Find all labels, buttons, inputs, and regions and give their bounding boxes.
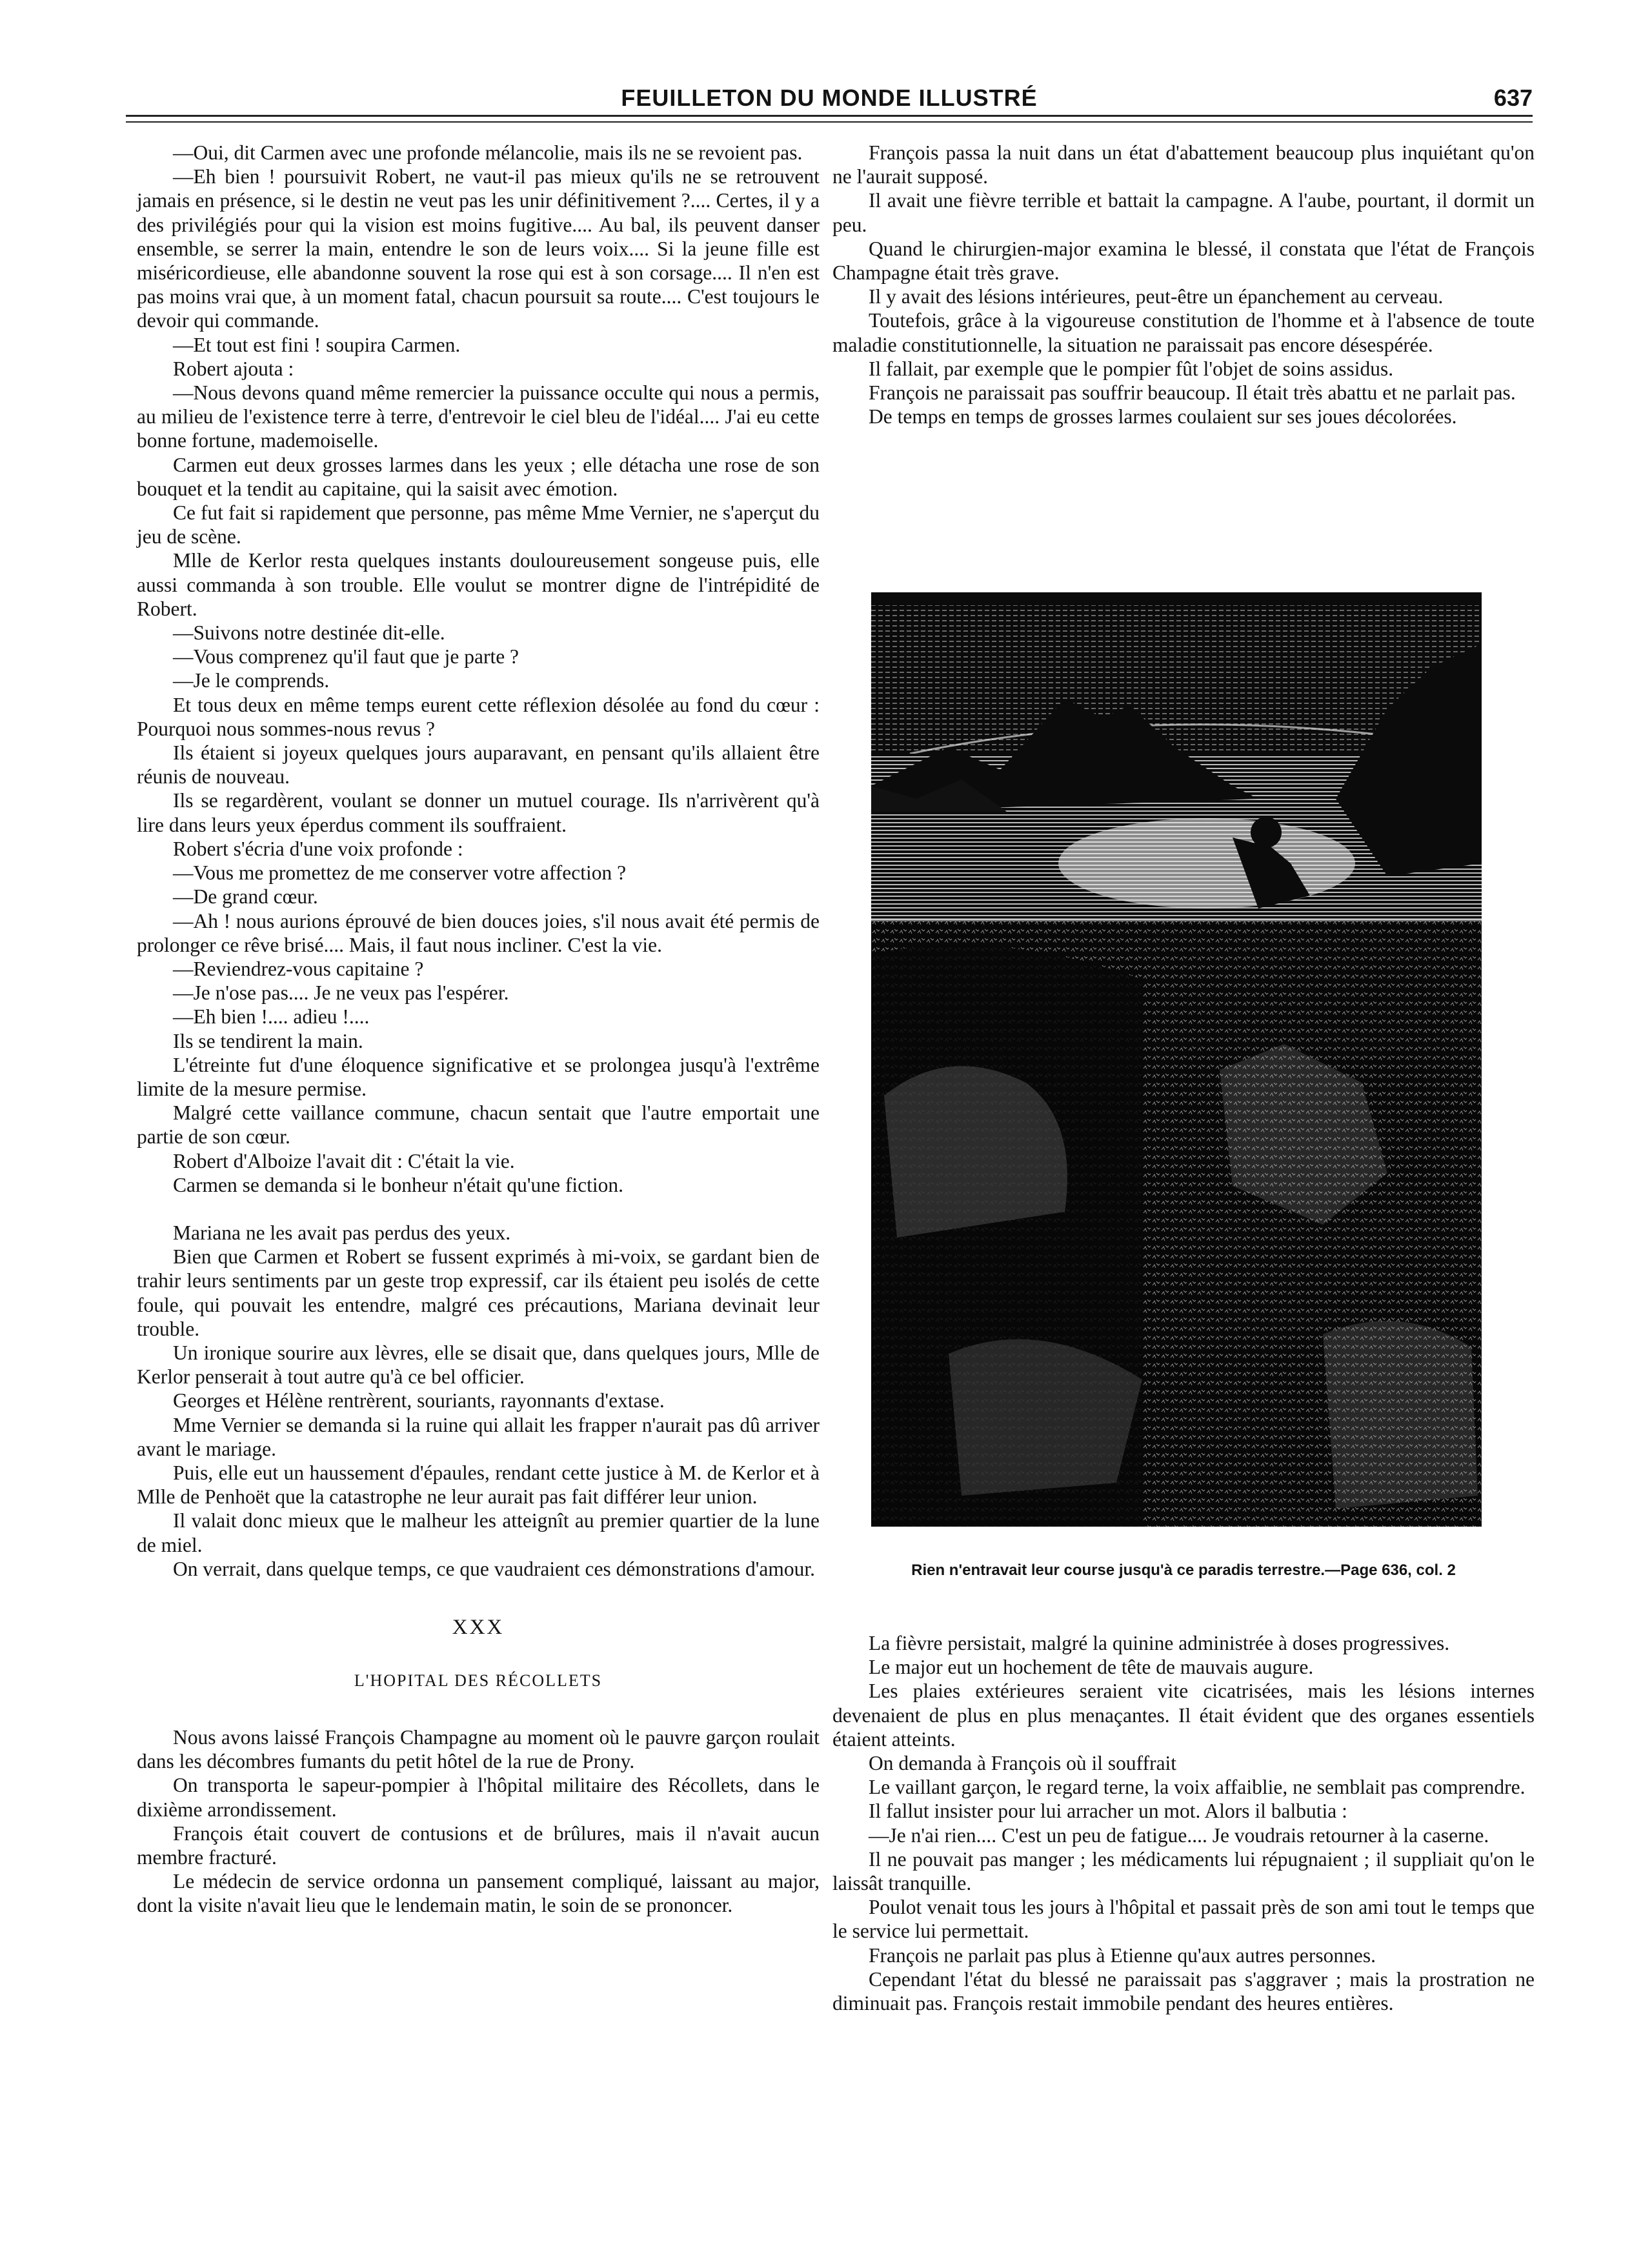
paragraph: —Nous devons quand même remercier la puissance occulte qui nous a permis, au milieu de l'existence terre à terre, d'entrevoir le ciel bleu de l'idéal.... J'ai eu cette bonne fortune, mademoiselle. xyxy=(137,381,820,452)
paragraph: —Suivons notre destinée dit-elle. xyxy=(173,621,445,645)
paragraph: —Je le comprends. xyxy=(173,669,330,692)
right-column-top xyxy=(832,141,1535,428)
paragraph: Et tous deux en même temps eurent cette réflexion désolée au fond du cœur : Pourquoi nous sommes-nous revus ? xyxy=(137,693,820,740)
header-rule-thick xyxy=(126,115,1533,117)
paragraph: —Et tout est fini ! soupira Carmen. xyxy=(173,333,461,356)
paragraph: Bien que Carmen et Robert se fussent exprimés à mi-voix, se gardant bien de trahir leurs sentiments par un geste trop expressif, car ils étaient peu isolés de cette foule, qui pouvait les entendre, malgré ces précautions, Mariana devinait leur trouble. xyxy=(137,1245,820,1340)
paragraph: Nous avons laissé François Champagne au moment où le pauvre garçon roulait dans les décombres fumants du petit hôtel de la rue de Prony. xyxy=(137,1725,820,1773)
paragraph: L'étreinte fut d'une éloquence significative et se prolongea jusqu'à l'extrême limite de la mesure permise. xyxy=(137,1053,820,1100)
paragraph: François était couvert de contusions et de brûlures, mais il n'avait aucun membre fracturé. xyxy=(137,1822,820,1869)
paragraph: Mme Vernier se demanda si la ruine qui allait les frapper n'aurait pas dû arriver avant le mariage. xyxy=(137,1413,820,1460)
paragraph: —Eh bien !.... adieu !.... xyxy=(173,1005,370,1029)
mariana-section xyxy=(137,1221,820,1581)
paragraph: Puis, elle eut un haussement d'épaules, rendant cette justice à M. de Kerlor et à Mlle de Penhoët que la catastrophe ne leur aurait pas fait différer leur union. xyxy=(137,1461,820,1509)
page-number: 637 xyxy=(1493,85,1533,111)
paragraph: Il ne pouvait pas manger ; les médicaments lui répugnaient ; il suppliait qu'on le laissât tranquille. xyxy=(832,1847,1535,1895)
paragraph: De temps en temps de grosses larmes coulaient sur ses joues décolorées. xyxy=(869,405,1457,428)
paragraph: —Vous me promettez de me conserver votre affection ? xyxy=(173,861,627,885)
paragraph: Ce fut fait si rapidement que personne, pas même Mme Vernier, ne s'aperçut du jeu de scène. xyxy=(137,501,820,548)
paragraph: Il valait donc mieux que le malheur les atteignît au premier quartier de la lune de miel. xyxy=(137,1509,820,1556)
paragraph: Mariana ne les avait pas perdus des yeux. xyxy=(173,1221,511,1244)
paragraph: Les plaies extérieures seraient vite cicatrisées, mais les lésions internes devenaient de plus en plus menaçantes. Il était évident que des organes essentiels étaient atteints. xyxy=(832,1680,1535,1751)
header-rule-thin xyxy=(126,121,1533,123)
paragraph: Robert ajouta : xyxy=(173,357,294,380)
paragraph: —Vous comprenez qu'il faut que je parte ? xyxy=(173,645,519,668)
night-landscape-engraving xyxy=(871,592,1482,1527)
paragraph: Quand le chirurgien-major examina le blessé, il constata que l'état de François Champagne était très grave. xyxy=(832,237,1535,285)
engraving-illustration xyxy=(871,592,1482,1527)
paragraph: La fièvre persistait, malgré la quinine administrée à doses progressives. xyxy=(869,1632,1450,1654)
paragraph: Le vaillant garçon, le regard terne, la voix affaiblie, ne semblait pas comprendre. xyxy=(869,1776,1526,1799)
paragraph: François ne parlait pas plus à Etienne qu'aux autres personnes. xyxy=(869,1943,1376,1967)
paragraph: Le médecin de service ordonna un pansement compliqué, laissant au major, dont la visite n'avait lieu que le lendemain matin, le soin de se prononcer. xyxy=(137,1870,820,1917)
paragraph: —Reviendrez-vous capitaine ? xyxy=(173,957,424,980)
right-column-bottom xyxy=(832,1631,1535,2015)
paragraph: Il fallait, par exemple que le pompier fût l'objet de soins assidus. xyxy=(869,357,1394,380)
paragraph: —Je n'ose pas.... Je ne veux pas l'espérer. xyxy=(173,981,509,1005)
running-title: FEUILLETON DU MONDE ILLUSTRÉ xyxy=(621,85,1038,111)
paragraph: Malgré cette vaillance commune, chacun sentait que l'autre emportait une partie de son cœur. xyxy=(137,1101,820,1149)
paragraph: —Eh bien ! poursuivit Robert, ne vaut-il pas mieux qu'ils ne se retrouvent jamais en présence, si le destin ne veut pas les unir définitivement ?.... Certes, il y a des privilégiés pour qui la vision est moins fugitive.... Au bal, ils peuvent danser ensemble, se serrer la main, entendre le son de leurs voix.... Si la jeune fille est miséricordieuse, elle abandonne souvent la rose qui est à son corsage.... Il n'en est pas moins vrai que, à un moment fatal, chacun poursuit sa route.... C'est toujours le devoir qui commande. xyxy=(137,165,820,332)
chapter-number: XXX xyxy=(452,1615,505,1639)
paragraph: Georges et Hélène rentrèrent, souriants, rayonnants d'extase. xyxy=(173,1389,665,1412)
paragraph: Ils étaient si joyeux quelques jours auparavant, en pensant qu'ils allaient être réunis de nouveau. xyxy=(137,741,820,788)
paragraph: —De grand cœur. xyxy=(173,885,318,909)
paragraph: Il avait une fièvre terrible et battait la campagne. A l'aube, pourtant, il dormit un peu. xyxy=(832,189,1535,236)
paragraph: —Ah ! nous aurions éprouvé de bien douces joies, s'il nous avait été permis de prolonger ce rêve brisé.... Mais, il faut nous incliner. C'est la vie. xyxy=(137,909,820,956)
paragraph: Cependant l'état du blessé ne paraissait pas s'aggraver ; mais la prostration ne diminuait pas. François restait immobile pendant des heures entières. xyxy=(832,1967,1535,2015)
paragraph: Toutefois, grâce à la vigoureuse constitution de l'homme et à l'absence de toute maladie constitutionnelle, la situation ne paraissait pas encore désespérée. xyxy=(832,309,1535,356)
paragraph: Mlle de Kerlor resta quelques instants douloureusement songeuse puis, elle aussi commanda à son trouble. Elle voulut se montrer digne de l'intrépidité de Robert. xyxy=(137,549,820,620)
paragraph: Ils se regardèrent, voulant se donner un mutuel courage. Ils n'arrivèrent qu'à lire dans leurs yeux éperdus comment ils souffraient. xyxy=(137,789,820,836)
paragraph: On demanda à François où il souffrait xyxy=(869,1752,1177,1775)
paragraph: —Oui, dit Carmen avec une profonde mélancolie, mais ils ne se revoient pas. xyxy=(173,141,803,164)
left-column xyxy=(137,141,820,1918)
illustration-caption: Rien n'entravait leur course jusqu'à ce paradis terrestre.—Page 636, col. 2 xyxy=(911,1561,1456,1579)
paragraph: Ils se tendirent la main. xyxy=(173,1029,363,1052)
paragraph: François ne paraissait pas souffrir beaucoup. Il était très abattu et ne parlait pas. xyxy=(869,381,1516,405)
dialogue-section xyxy=(137,141,820,1197)
paragraph: On verrait, dans quelque temps, ce que vaudraient ces démonstrations d'amour. xyxy=(173,1557,816,1580)
paragraph: Carmen se demanda si le bonheur n'était qu'une fiction. xyxy=(173,1173,624,1196)
paragraph: —Je n'ai rien.... C'est un peu de fatigue.... Je voudrais retourner à la caserne. xyxy=(869,1823,1489,1847)
chapter-section xyxy=(137,1725,820,1918)
page-header xyxy=(126,84,1533,117)
paragraph: Il fallut insister pour lui arracher un mot. Alors il balbutia : xyxy=(869,1800,1347,1823)
paragraph: Poulot venait tous les jours à l'hôpital et passait près de son ami tout le temps que le service lui permettait. xyxy=(832,1896,1535,1943)
paragraph: Robert s'écria d'une voix profonde : xyxy=(173,837,463,860)
paragraph: Carmen eut deux grosses larmes dans les yeux ; elle détacha une rose de son bouquet et la tendit au capitaine, qui la saisit avec émotion. xyxy=(137,453,820,500)
paragraph: François passa la nuit dans un état d'abattement beaucoup plus inquiétant qu'on ne l'aurait supposé. xyxy=(832,141,1535,188)
paragraph: On transporta le sapeur-pompier à l'hôpital militaire des Récollets, dans le dixième arrondissement. xyxy=(137,1774,820,1821)
paragraph: Un ironique sourire aux lèvres, elle se disait que, dans quelques jours, Mlle de Kerlor penserait à tout autre qu'à ce bel officier. xyxy=(137,1341,820,1389)
paragraph: Il y avait des lésions intérieures, peut-être un épanchement au cerveau. xyxy=(869,285,1444,308)
paragraph: Robert d'Alboize l'avait dit : C'était la vie. xyxy=(173,1149,515,1172)
chapter-title: L'HOPITAL DES RÉCOLLETS xyxy=(354,1671,603,1690)
paragraph: Le major eut un hochement de tête de mauvais augure. xyxy=(869,1656,1314,1679)
